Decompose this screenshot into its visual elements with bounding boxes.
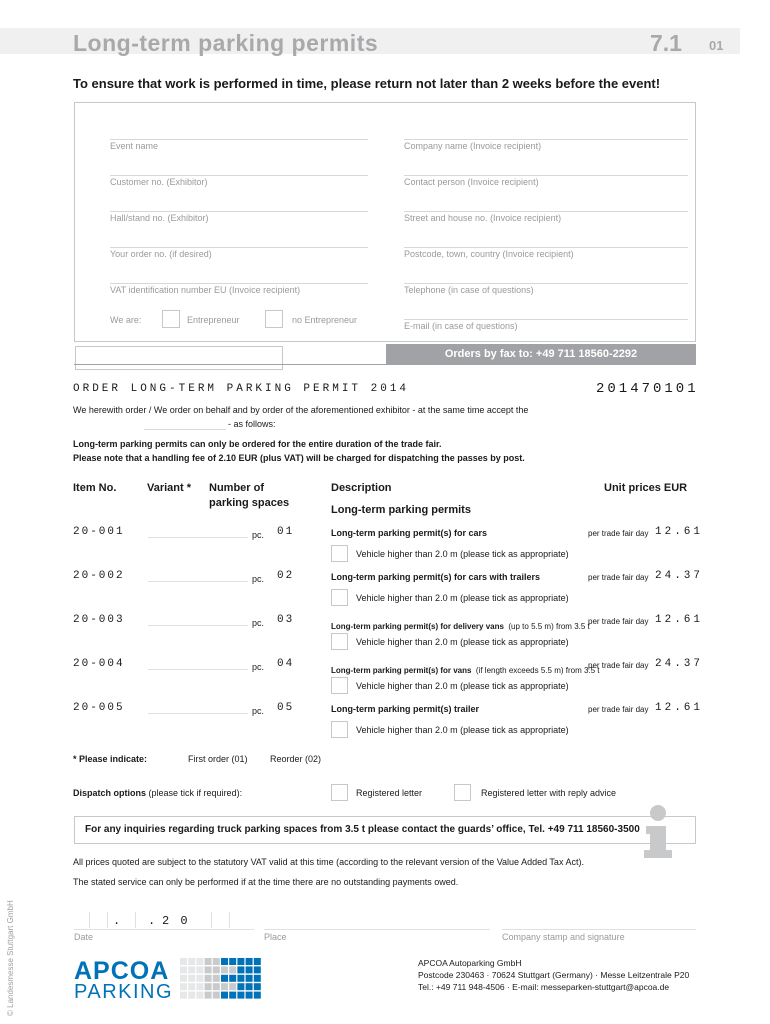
email-line[interactable] xyxy=(404,319,688,320)
order-no-label: Your order no. (if desired) xyxy=(110,249,212,259)
registered-letter-label: Registered letter xyxy=(356,788,423,798)
no-entrepreneur-label: no Entrepreneur xyxy=(292,315,358,325)
logo-grid-square xyxy=(229,966,236,973)
vehicle-higher-label: Vehicle higher than 2.0 m (please tick as appropriate) xyxy=(356,681,569,691)
item-no: 20-005 xyxy=(73,702,125,714)
logo-grid-square xyxy=(254,983,261,990)
date-label: Date xyxy=(74,932,94,942)
item-no: 20-003 xyxy=(73,614,125,626)
date-line xyxy=(74,929,254,930)
quantity-field[interactable] xyxy=(148,662,248,670)
fax-banner: Orders by fax to: +49 711 18560-2292 xyxy=(386,344,696,364)
per-day-label: per trade fair day xyxy=(588,661,649,670)
pc-label: pc. xyxy=(252,662,265,672)
date-month-box[interactable] xyxy=(120,912,136,928)
vehicle-higher-label: Vehicle higher than 2.0 m (please tick as appropriate) xyxy=(356,637,569,647)
row-description: Long-term parking permit(s) for vans xyxy=(331,666,472,675)
logo-grid-square xyxy=(205,966,212,973)
logo-grid-square xyxy=(229,958,236,965)
logo-grid-square xyxy=(246,975,253,982)
logo-grid-square xyxy=(188,992,195,999)
vehicle-higher-checkbox[interactable] xyxy=(331,545,348,562)
company-name: APCOA Autoparking GmbH xyxy=(418,958,522,968)
logo-grid-square xyxy=(213,975,220,982)
variant-code: 02 xyxy=(277,570,295,582)
unit-price: 12.61 xyxy=(655,526,704,538)
order-text-line2: - as follows: xyxy=(228,419,276,429)
vehicle-higher-checkbox[interactable] xyxy=(331,633,348,650)
stamp-label: Company stamp and signature xyxy=(502,932,625,942)
logo-grid-square xyxy=(237,966,244,973)
item-no: 20-001 xyxy=(73,526,125,538)
unit-price: 24.37 xyxy=(655,658,704,670)
customer-no-label: Customer no. (Exhibitor) xyxy=(110,177,208,187)
col-unit-prices: Unit prices EUR xyxy=(604,482,688,494)
vehicle-higher-checkbox[interactable] xyxy=(331,589,348,606)
reference-box[interactable] xyxy=(75,346,283,370)
vat-id-label: VAT identification number EU (Invoice recipient) xyxy=(110,285,301,295)
logo-grid-square xyxy=(205,975,212,982)
inquiry-box: For any inquiries regarding truck parking spaces from 3.5 t please contact the guards’ office, Tel. +49 711 18560-3500 xyxy=(74,816,696,844)
logo-grid-square xyxy=(180,975,187,982)
logo-grid-square xyxy=(205,983,212,990)
row-description: Long-term parking permit(s) for cars with trailers xyxy=(331,572,541,582)
street-line[interactable] xyxy=(404,211,688,212)
per-day-label: per trade fair day xyxy=(588,529,649,538)
col-variant: Variant * xyxy=(147,482,192,494)
logo-grid-square xyxy=(188,966,195,973)
unit-price: 12.61 xyxy=(655,702,704,714)
date-day-box[interactable] xyxy=(92,912,108,928)
indicate-label: * Please indicate: xyxy=(73,754,148,764)
company-address: Postcode 230463 · 70624 Stuttgart (Germany) · Messe Leitzentrale P20 xyxy=(418,970,690,980)
hall-stand-label: Hall/stand no. (Exhibitor) xyxy=(110,213,209,223)
logo-grid-square xyxy=(237,975,244,982)
contact-person-label: Contact person (Invoice recipient) xyxy=(404,177,539,187)
apcoa-logo-grid xyxy=(180,958,262,1000)
logo-grid-square xyxy=(180,958,187,965)
date-year-box[interactable] xyxy=(214,912,230,928)
telephone-line[interactable] xyxy=(404,283,688,284)
logo-grid-square xyxy=(196,992,203,999)
copyright-text: © Landesmesse Stuttgart GmbH xyxy=(6,900,15,1016)
dispatch-label-rest: (please tick if required): xyxy=(148,788,243,798)
item-no: 20-004 xyxy=(73,658,125,670)
logo-grid-square xyxy=(196,966,203,973)
vehicle-higher-checkbox[interactable] xyxy=(331,721,348,738)
place-line[interactable] xyxy=(264,929,490,930)
form-number: 7.1 xyxy=(650,30,682,56)
fax-bar-line xyxy=(74,364,696,365)
place-label: Place xyxy=(264,932,287,942)
parking-logo-text: PARKING xyxy=(74,981,174,1003)
variant-code: 04 xyxy=(277,658,295,670)
order-no-line[interactable] xyxy=(110,247,368,248)
logo-grid-square xyxy=(221,983,228,990)
note-duration: Long-term parking permits can only be ordered for the entire duration of the trade fair. xyxy=(73,439,442,449)
street-label: Street and house no. (Invoice recipient) xyxy=(404,213,562,223)
note-handling-fee: Please note that a handling fee of 2.10 EUR (plus VAT) will be charged for dispatching the passes by post. xyxy=(73,453,525,463)
variant-code: 03 xyxy=(277,614,295,626)
fair-name-field[interactable] xyxy=(144,418,226,430)
info-icon xyxy=(640,804,680,860)
customer-no-line[interactable] xyxy=(110,175,368,176)
pc-label: pc. xyxy=(252,530,265,540)
event-name-label: Event name xyxy=(110,141,159,151)
quantity-field[interactable] xyxy=(148,530,248,538)
variant-code: 01 xyxy=(277,526,295,538)
logo-grid-square xyxy=(254,992,261,999)
date-dot-1: . xyxy=(113,914,123,928)
logo-grid-square xyxy=(205,958,212,965)
vat-note: All prices quoted are subject to the statutory VAT valid at this time (according to the relevant version of the Value Added Tax Act). xyxy=(73,857,584,867)
return-warning: To ensure that work is performed in time, please return not later than 2 weeks before the event! xyxy=(73,76,661,91)
company-name-label: Company name (Invoice recipient) xyxy=(404,141,542,151)
logo-grid-square xyxy=(237,983,244,990)
col-item-no: Item No. xyxy=(73,482,117,494)
logo-grid-square xyxy=(237,958,244,965)
reorder-label: Reorder (02) xyxy=(270,754,322,764)
logo-grid-square xyxy=(221,958,228,965)
col-description: Description xyxy=(331,482,392,494)
vehicle-higher-checkbox[interactable] xyxy=(331,677,348,694)
event-name-line[interactable] xyxy=(110,139,368,140)
logo-grid-square xyxy=(213,983,220,990)
row-description: Long-term parking permit(s) for delivery vans xyxy=(331,622,504,631)
order-title: ORDER LONG-TERM PARKING PERMIT 2014 xyxy=(73,383,410,395)
logo-grid-square xyxy=(188,958,195,965)
row-description-extra: (if length exceeds 5.5 m) from 3.5 t xyxy=(475,666,600,675)
company-name-line[interactable] xyxy=(404,139,688,140)
quantity-field[interactable] xyxy=(148,618,248,626)
variant-code: 05 xyxy=(277,702,295,714)
col-number-2: parking spaces xyxy=(209,497,290,509)
vat-id-line[interactable] xyxy=(110,283,368,284)
logo-grid-square xyxy=(221,992,228,999)
logo-grid-square xyxy=(229,983,236,990)
logo-grid-square xyxy=(254,966,261,973)
company-contact: Tel.: +49 711 948-4506 · E-mail: messeparken-stuttgart@apcoa.de xyxy=(418,982,670,992)
per-day-label: per trade fair day xyxy=(588,573,649,582)
row-description: Long-term parking permit(s) for cars xyxy=(331,528,488,538)
date-dot-2: . xyxy=(148,914,158,928)
pc-label: pc. xyxy=(252,706,265,716)
entrepreneur-label: Entrepreneur xyxy=(187,315,240,325)
logo-grid-square xyxy=(254,958,261,965)
logo-grid-square xyxy=(188,975,195,982)
row-description: Long-term parking permit(s) trailer xyxy=(331,704,480,714)
dispatch-label-bold: Dispatch options xyxy=(73,788,147,798)
date-year-box[interactable] xyxy=(196,912,212,928)
logo-grid-square xyxy=(221,975,228,982)
logo-grid-square xyxy=(180,983,187,990)
contact-person-line[interactable] xyxy=(404,175,688,176)
row-description-wrap xyxy=(331,660,600,678)
col-description-sub: Long-term parking permits xyxy=(331,504,471,516)
logo-grid-square xyxy=(246,992,253,999)
col-number: Number of xyxy=(209,482,264,494)
logo-grid-square xyxy=(246,983,253,990)
vehicle-higher-label: Vehicle higher than 2.0 m (please tick as appropriate) xyxy=(356,725,569,735)
hall-stand-line[interactable] xyxy=(110,211,368,212)
pc-label: pc. xyxy=(252,618,265,628)
postcode-line[interactable] xyxy=(404,247,688,248)
logo-grid-square xyxy=(180,966,187,973)
per-day-label: per trade fair day xyxy=(588,617,649,626)
logo-grid-square xyxy=(213,958,220,965)
logo-grid-square xyxy=(237,992,244,999)
order-number: 201470101 xyxy=(596,381,699,397)
registered-letter-checkbox[interactable] xyxy=(331,784,348,801)
vehicle-higher-label: Vehicle higher than 2.0 m (please tick as appropriate) xyxy=(356,549,569,559)
logo-grid-square xyxy=(196,975,203,982)
order-text-line1: We herewith order / We order on behalf and by order of the aforementioned exhibitor - at the same time accept the xyxy=(73,405,529,415)
pc-label: pc. xyxy=(252,574,265,584)
unit-price: 24.37 xyxy=(655,570,704,582)
telephone-label: Telephone (in case of questions) xyxy=(404,285,534,295)
no-entrepreneur-checkbox[interactable] xyxy=(265,310,283,328)
logo-grid-square xyxy=(246,958,253,965)
page-title: Long-term parking permits xyxy=(73,30,379,56)
stamp-line[interactable] xyxy=(502,929,696,930)
registered-reply-label: Registered letter with reply advice xyxy=(481,788,617,798)
logo-grid-square xyxy=(229,975,236,982)
first-order-label: First order (01) xyxy=(188,754,248,764)
logo-grid-square xyxy=(213,966,220,973)
logo-grid-square xyxy=(246,966,253,973)
logo-grid-square xyxy=(205,992,212,999)
postcode-label: Postcode, town, country (Invoice recipient) xyxy=(404,249,574,259)
quantity-field[interactable] xyxy=(148,706,248,714)
item-no: 20-002 xyxy=(73,570,125,582)
logo-grid-square xyxy=(213,992,220,999)
logo-grid-square xyxy=(254,975,261,982)
dispatch-options-label xyxy=(73,788,242,798)
quantity-field[interactable] xyxy=(148,574,248,582)
registered-reply-checkbox[interactable] xyxy=(454,784,471,801)
per-day-label: per trade fair day xyxy=(588,705,649,714)
date-day-box[interactable] xyxy=(74,912,90,928)
logo-grid-square xyxy=(229,992,236,999)
email-label: E-mail (in case of questions) xyxy=(404,321,518,331)
unit-price: 12.61 xyxy=(655,614,704,626)
logo-grid-square xyxy=(221,966,228,973)
form-sub-number: 01 xyxy=(709,38,724,53)
logo-grid-square xyxy=(180,992,187,999)
date-year: 2 0 xyxy=(162,914,190,928)
row-description-wrap xyxy=(331,616,590,634)
logo-grid-square xyxy=(188,983,195,990)
logo-grid-square xyxy=(196,958,203,965)
logo-grid-square xyxy=(196,983,203,990)
service-note: The stated service can only be performed if at the time there are no outstanding payments owed. xyxy=(73,877,459,887)
row-description-extra: (up to 5.5 m) from 3.5 t xyxy=(508,622,590,631)
vehicle-higher-label: Vehicle higher than 2.0 m (please tick as appropriate) xyxy=(356,593,569,603)
entrepreneur-checkbox[interactable] xyxy=(162,310,180,328)
we-are-label: We are: xyxy=(110,315,142,325)
apcoa-logo-text: APCOA xyxy=(74,957,170,985)
